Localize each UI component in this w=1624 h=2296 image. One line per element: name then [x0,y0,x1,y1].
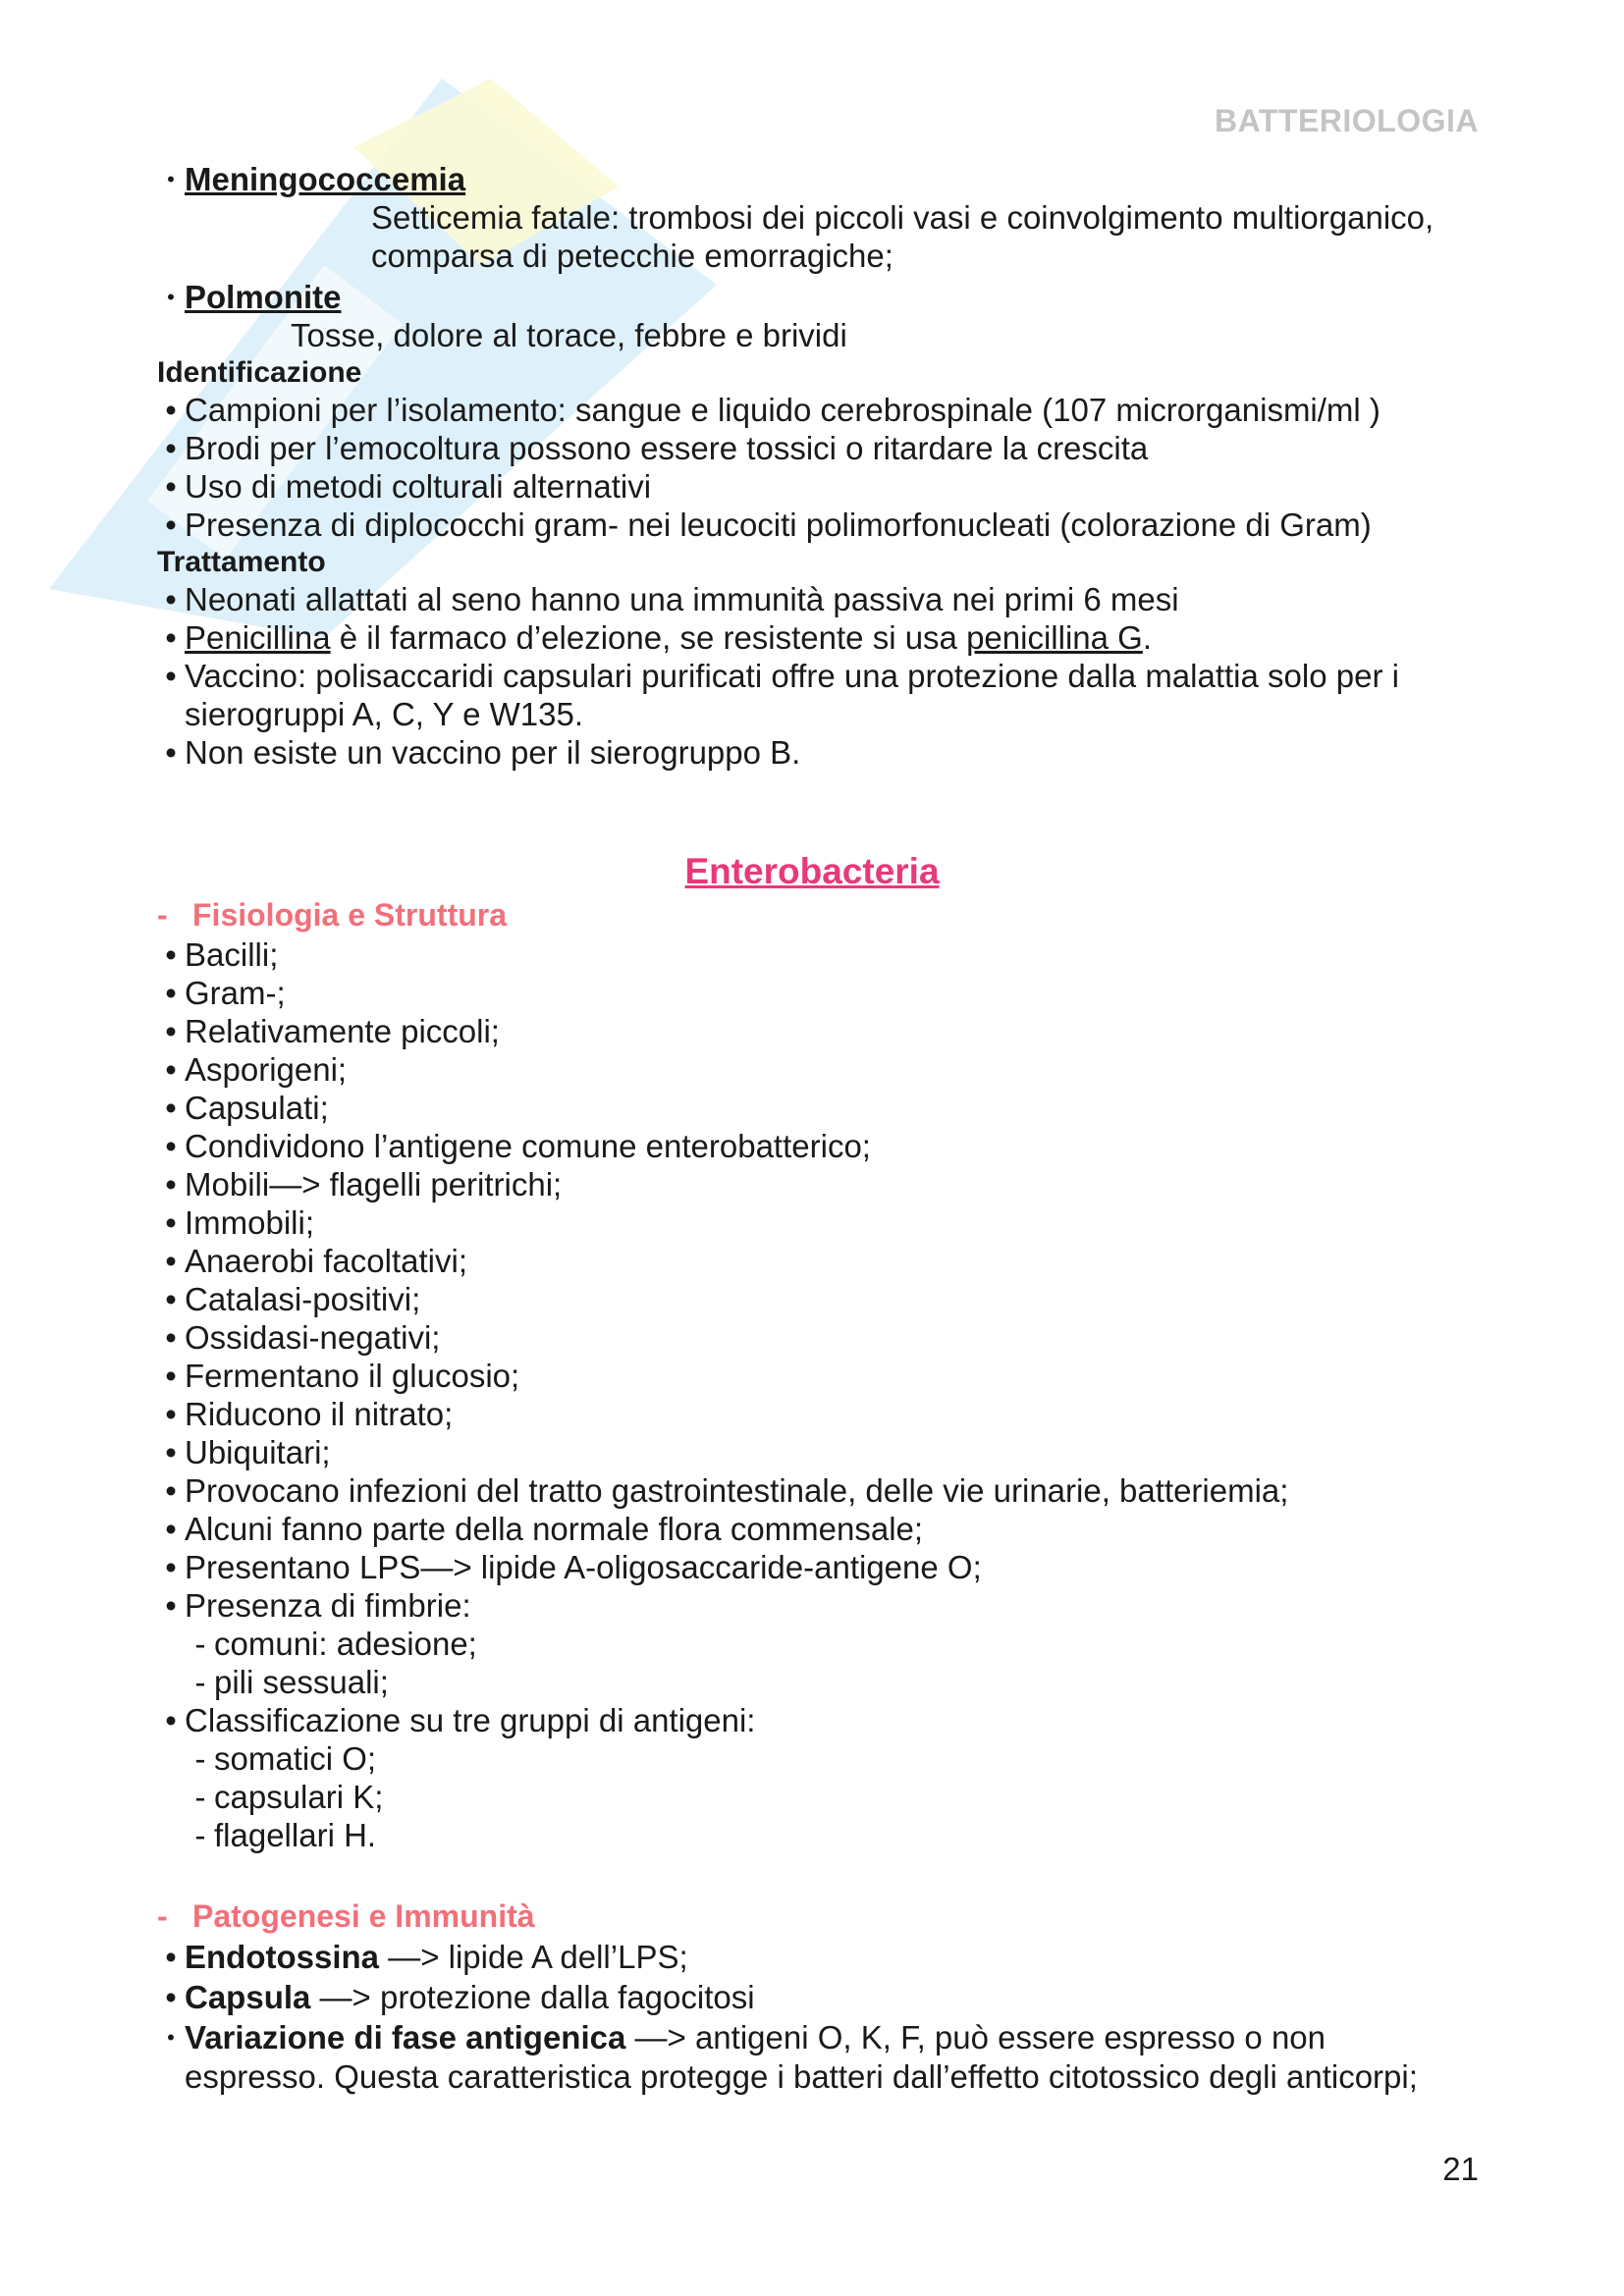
meningococcemia-line1: Setticemia fatale: trombosi dei piccoli vasi e coinvolgimento multiorganico, [371,199,1435,236]
polmonite-line1: Tosse, dolore al torace, febbre e brividi [291,317,847,353]
list-item-continuation: sierogruppi A, C, Y e W135. [185,696,584,732]
penicillina-link: Penicillina [185,619,331,656]
penicillina-g-link: penicillina G [966,619,1143,656]
trattamento-heading: Trattamento [157,546,326,578]
section-title: Enterobacteria [684,851,940,891]
identificazione-heading: Identificazione [157,356,362,389]
polmonite-title: Polmonite [185,279,342,315]
patogenesi-heading: - Patogenesi e Immunità [157,1898,535,1934]
meningococcemia-title: Meningococcemia [185,161,466,197]
list-item-continuation: espresso. Questa caratteristica protegge i batteri dall’effetto citotossico degli anticorpi; [185,2058,1418,2095]
fisiologia-heading: - Fisiologia e Struttura [157,897,508,933]
page-number: 21 [1442,2151,1479,2187]
page-header: BATTERIOLOGIA [1215,103,1479,138]
meningococcemia-line2: comparsa di petecchie emorragiche; [371,238,893,274]
